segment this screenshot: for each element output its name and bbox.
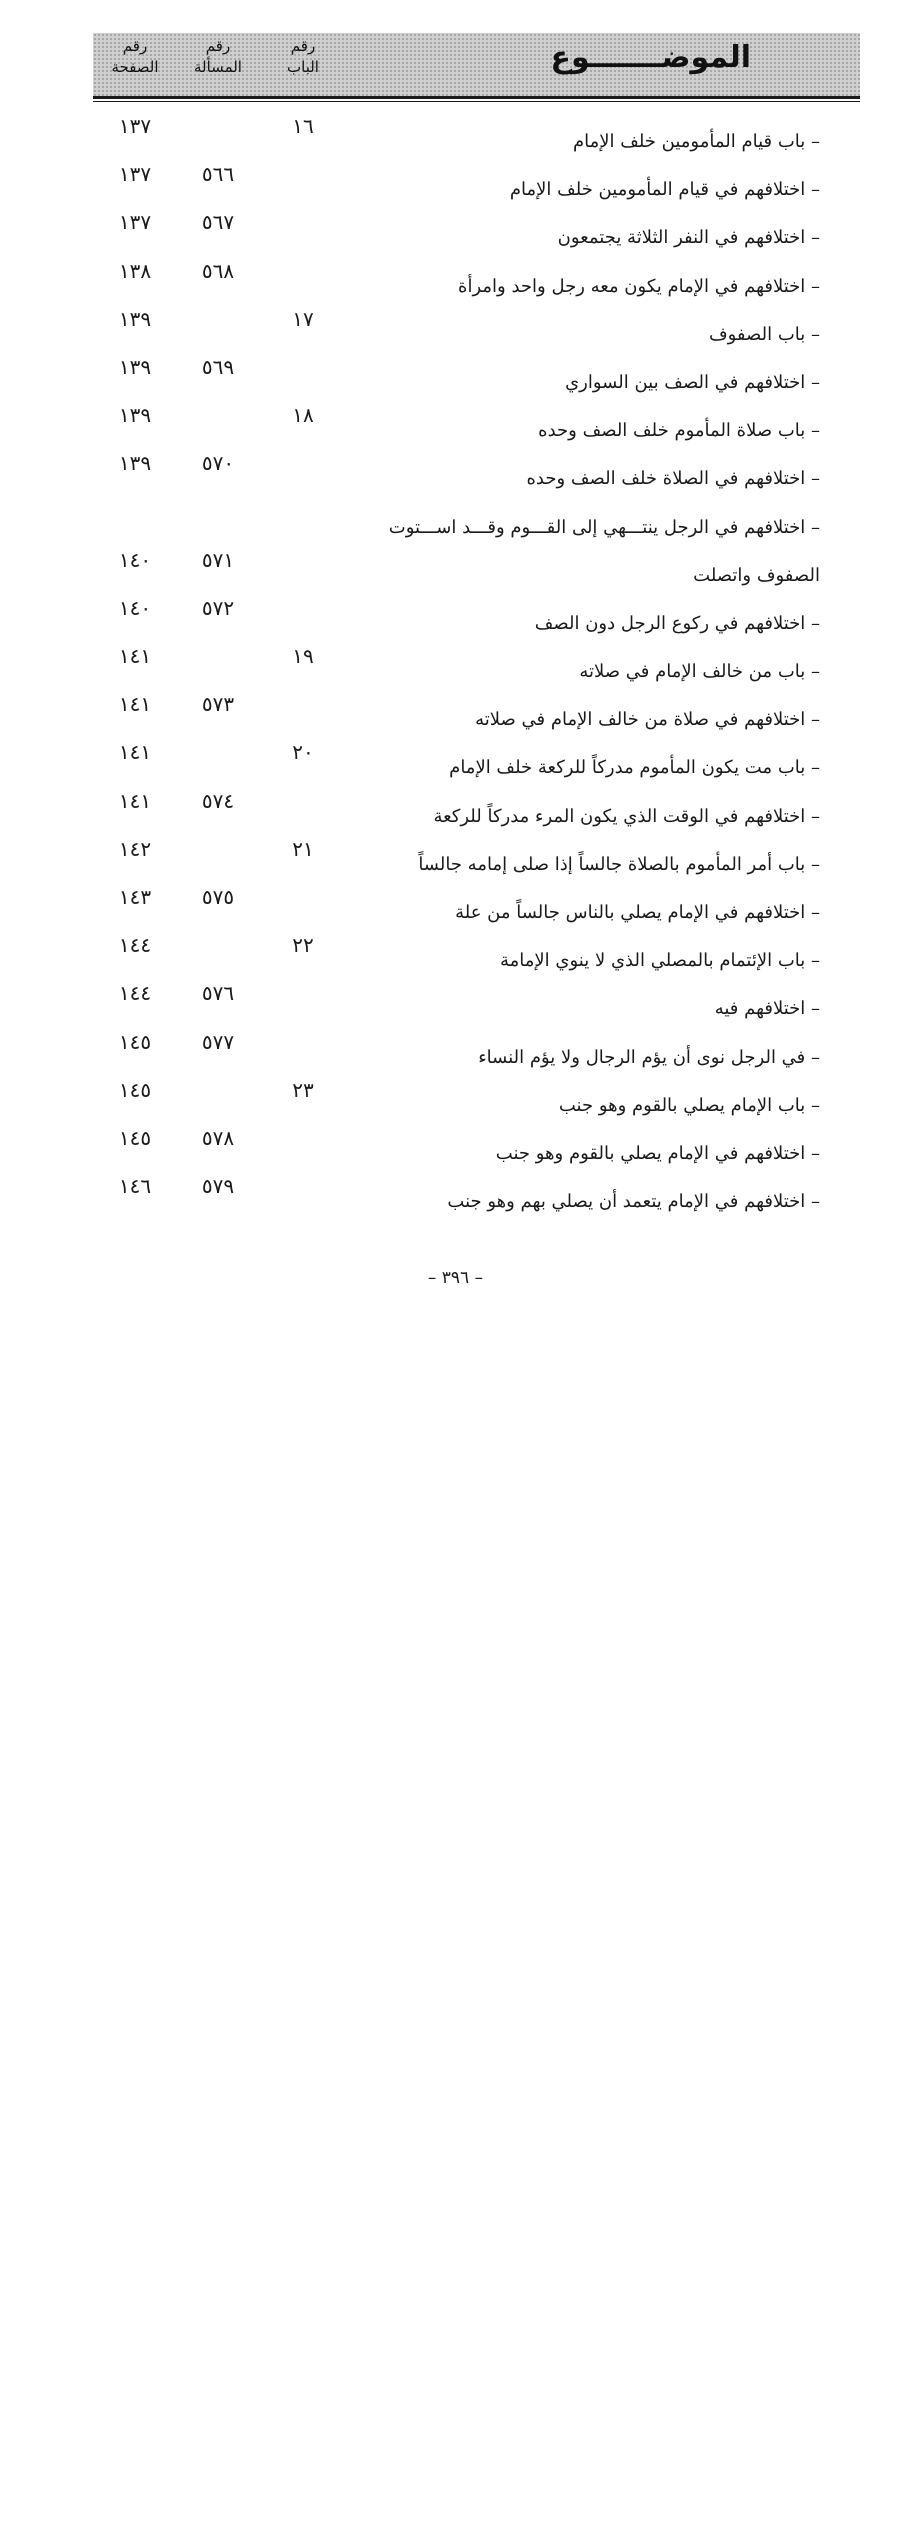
row-masala-number: ٥٦٩ (201, 354, 235, 379)
table-row (93, 1118, 860, 1166)
row-page-number: ١٣٧ (118, 162, 152, 187)
row-topic: – اختلافهم في قيام المأمومين خلف الإمام (509, 179, 820, 201)
row-topic: – اختلافهم في ركوع الرجل دون الصف (534, 612, 820, 634)
table-row (93, 781, 860, 829)
row-topic: – باب الإمام يصلي بالقوم وهو جنب (558, 1094, 820, 1116)
row-page-number: ١٣٩ (118, 354, 152, 379)
row-page-number: ١٤٥ (118, 1125, 152, 1150)
row-page-number: ١٣٩ (118, 451, 152, 476)
table-row (93, 1022, 860, 1070)
topic-column-header: الموضـــــــوع (550, 40, 751, 75)
table-row (93, 251, 860, 299)
row-masala-number: ٥٦٨ (201, 258, 235, 283)
row-page-number: ١٣٧ (118, 210, 152, 235)
row-masala-number: ٥٧٧ (201, 1029, 235, 1054)
row-page-number: ١٤١ (118, 692, 152, 717)
row-page-number: ١٤٠ (118, 595, 152, 620)
row-page-number: ١٤٢ (118, 836, 152, 861)
row-topic: – اختلافهم في النفر الثلاثة يجتمعون (557, 227, 820, 249)
row-topic: – اختلافهم في الصف بين السواري (565, 371, 820, 393)
row-topic: – اختلافهم في الصلاة خلف الصف وحده (526, 468, 820, 490)
row-topic: – اختلافهم في الإمام يكون معه رجل واحد وامرأة (458, 275, 820, 297)
row-bab-number: ٢١ (292, 836, 314, 861)
row-topic: – اختلافهم في الإمام يصلي بالقوم وهو جنب (495, 1142, 820, 1164)
row-topic: – اختلافهم فيه (714, 998, 820, 1020)
row-bab-number: ٢٠ (292, 740, 314, 765)
table-row (93, 154, 860, 202)
masala-column-header (183, 36, 253, 78)
masala-header-line-2: المسألة (194, 58, 242, 76)
table-row (93, 829, 860, 877)
index-table-body (93, 106, 860, 1214)
bab-header-line-2: الباب (287, 58, 319, 76)
row-page-number: ١٤٤ (118, 933, 152, 958)
row-masala-number: ٥٧٥ (201, 885, 235, 910)
table-row (93, 877, 860, 925)
row-bab-number: ٢٢ (292, 933, 314, 958)
row-page-number: ١٣٧ (118, 114, 152, 138)
table-row (93, 492, 860, 588)
row-topic: – باب الصفوف (708, 323, 820, 345)
row-bab-number: ١٦ (292, 114, 314, 138)
row-page-number: ١٤٠ (118, 547, 152, 572)
row-topic: – باب صلاة المأموم خلف الصف وحده (538, 420, 820, 442)
page-column-header (100, 36, 170, 78)
row-masala-number: ٥٧٤ (201, 788, 235, 813)
row-topic: – في الرجل نوى أن يؤم الرجال ولا يؤم النساء (478, 1046, 820, 1068)
row-topic: – باب أمر المأموم بالصلاة جالساً إذا صلى إمامه جالساً (418, 853, 820, 875)
masala-header-line-1: رقم (205, 37, 231, 55)
row-masala-number: ٥٧٣ (201, 692, 235, 717)
row-masala-number: ٥٧٦ (201, 981, 235, 1006)
row-masala-number: ٥٦٧ (201, 210, 235, 235)
table-row (93, 588, 860, 636)
header-rule (93, 96, 860, 99)
row-bab-number: ١٨ (292, 403, 314, 428)
row-topic: – باب قيام المأمومين خلف الإمام (572, 131, 820, 152)
page-header-line-2: الصفحة (111, 58, 159, 76)
row-page-number: ١٣٩ (118, 403, 152, 428)
table-row (93, 684, 860, 732)
row-masala-number: ٥٧١ (201, 547, 235, 572)
table-row (93, 395, 860, 443)
bab-column-header (268, 36, 338, 78)
page-number: – ٣٩٦ – (427, 1268, 484, 1288)
row-topic: – اختلافهم في صلاة من خالف الإمام في صلاته (475, 709, 820, 731)
table-row (93, 925, 860, 973)
bab-header-line-1: رقم (290, 37, 316, 55)
row-bab-number: ١٩ (292, 644, 314, 669)
table-row (93, 347, 860, 395)
row-page-number: ١٤٦ (118, 1174, 152, 1199)
row-topic: – اختلافهم في الرجل ينتـــهي إلى القـــوم وقـــد اســـتوت الصفوف واتصلت (388, 516, 820, 586)
row-page-number: ١٤١ (118, 740, 152, 765)
row-masala-number: ٥٧٢ (201, 595, 235, 620)
table-row (93, 636, 860, 684)
header-rule-thin (93, 101, 860, 102)
row-page-number: ١٤٥ (118, 1077, 152, 1102)
row-topic: – اختلافهم في الإمام يصلي بالناس جالساً من علة (455, 902, 820, 924)
row-masala-number: ٥٧٩ (201, 1174, 235, 1199)
row-topic: – باب من خالف الإمام في صلاته (579, 661, 820, 683)
table-row (93, 202, 860, 250)
table-row (93, 299, 860, 347)
row-topic: – باب مت يكون المأموم مدركاً للركعة خلف الإمام (449, 757, 820, 779)
row-masala-number: ٥٧٠ (201, 451, 235, 476)
row-bab-number: ١٧ (292, 306, 314, 331)
row-masala-number: ٥٧٨ (201, 1125, 235, 1150)
row-bab-number: ٢٣ (292, 1077, 314, 1102)
row-page-number: ١٤٤ (118, 981, 152, 1006)
table-row (93, 1070, 860, 1118)
table-row (93, 973, 860, 1021)
table-row (93, 1166, 860, 1214)
table-row (93, 106, 860, 154)
row-page-number: ١٤١ (118, 788, 152, 813)
row-page-number: ١٤٣ (118, 885, 152, 910)
row-masala-number: ٥٦٦ (201, 162, 235, 187)
table-row (93, 732, 860, 780)
row-topic: – اختلافهم في الإمام يتعمد أن يصلي بهم وهو جنب (447, 1191, 820, 1213)
table-row (93, 443, 860, 491)
row-topic: – اختلافهم في الوقت الذي يكون المرء مدركاً للركعة (433, 805, 820, 827)
row-page-number: ١٣٩ (118, 306, 152, 331)
page-header-line-1: رقم (122, 37, 148, 55)
row-page-number: ١٣٨ (118, 258, 152, 283)
row-page-number: ١٤٥ (118, 1029, 152, 1054)
row-topic: – باب الإئتمام بالمصلي الذي لا ينوي الإمامة (500, 950, 820, 972)
row-page-number: ١٤١ (118, 644, 152, 669)
